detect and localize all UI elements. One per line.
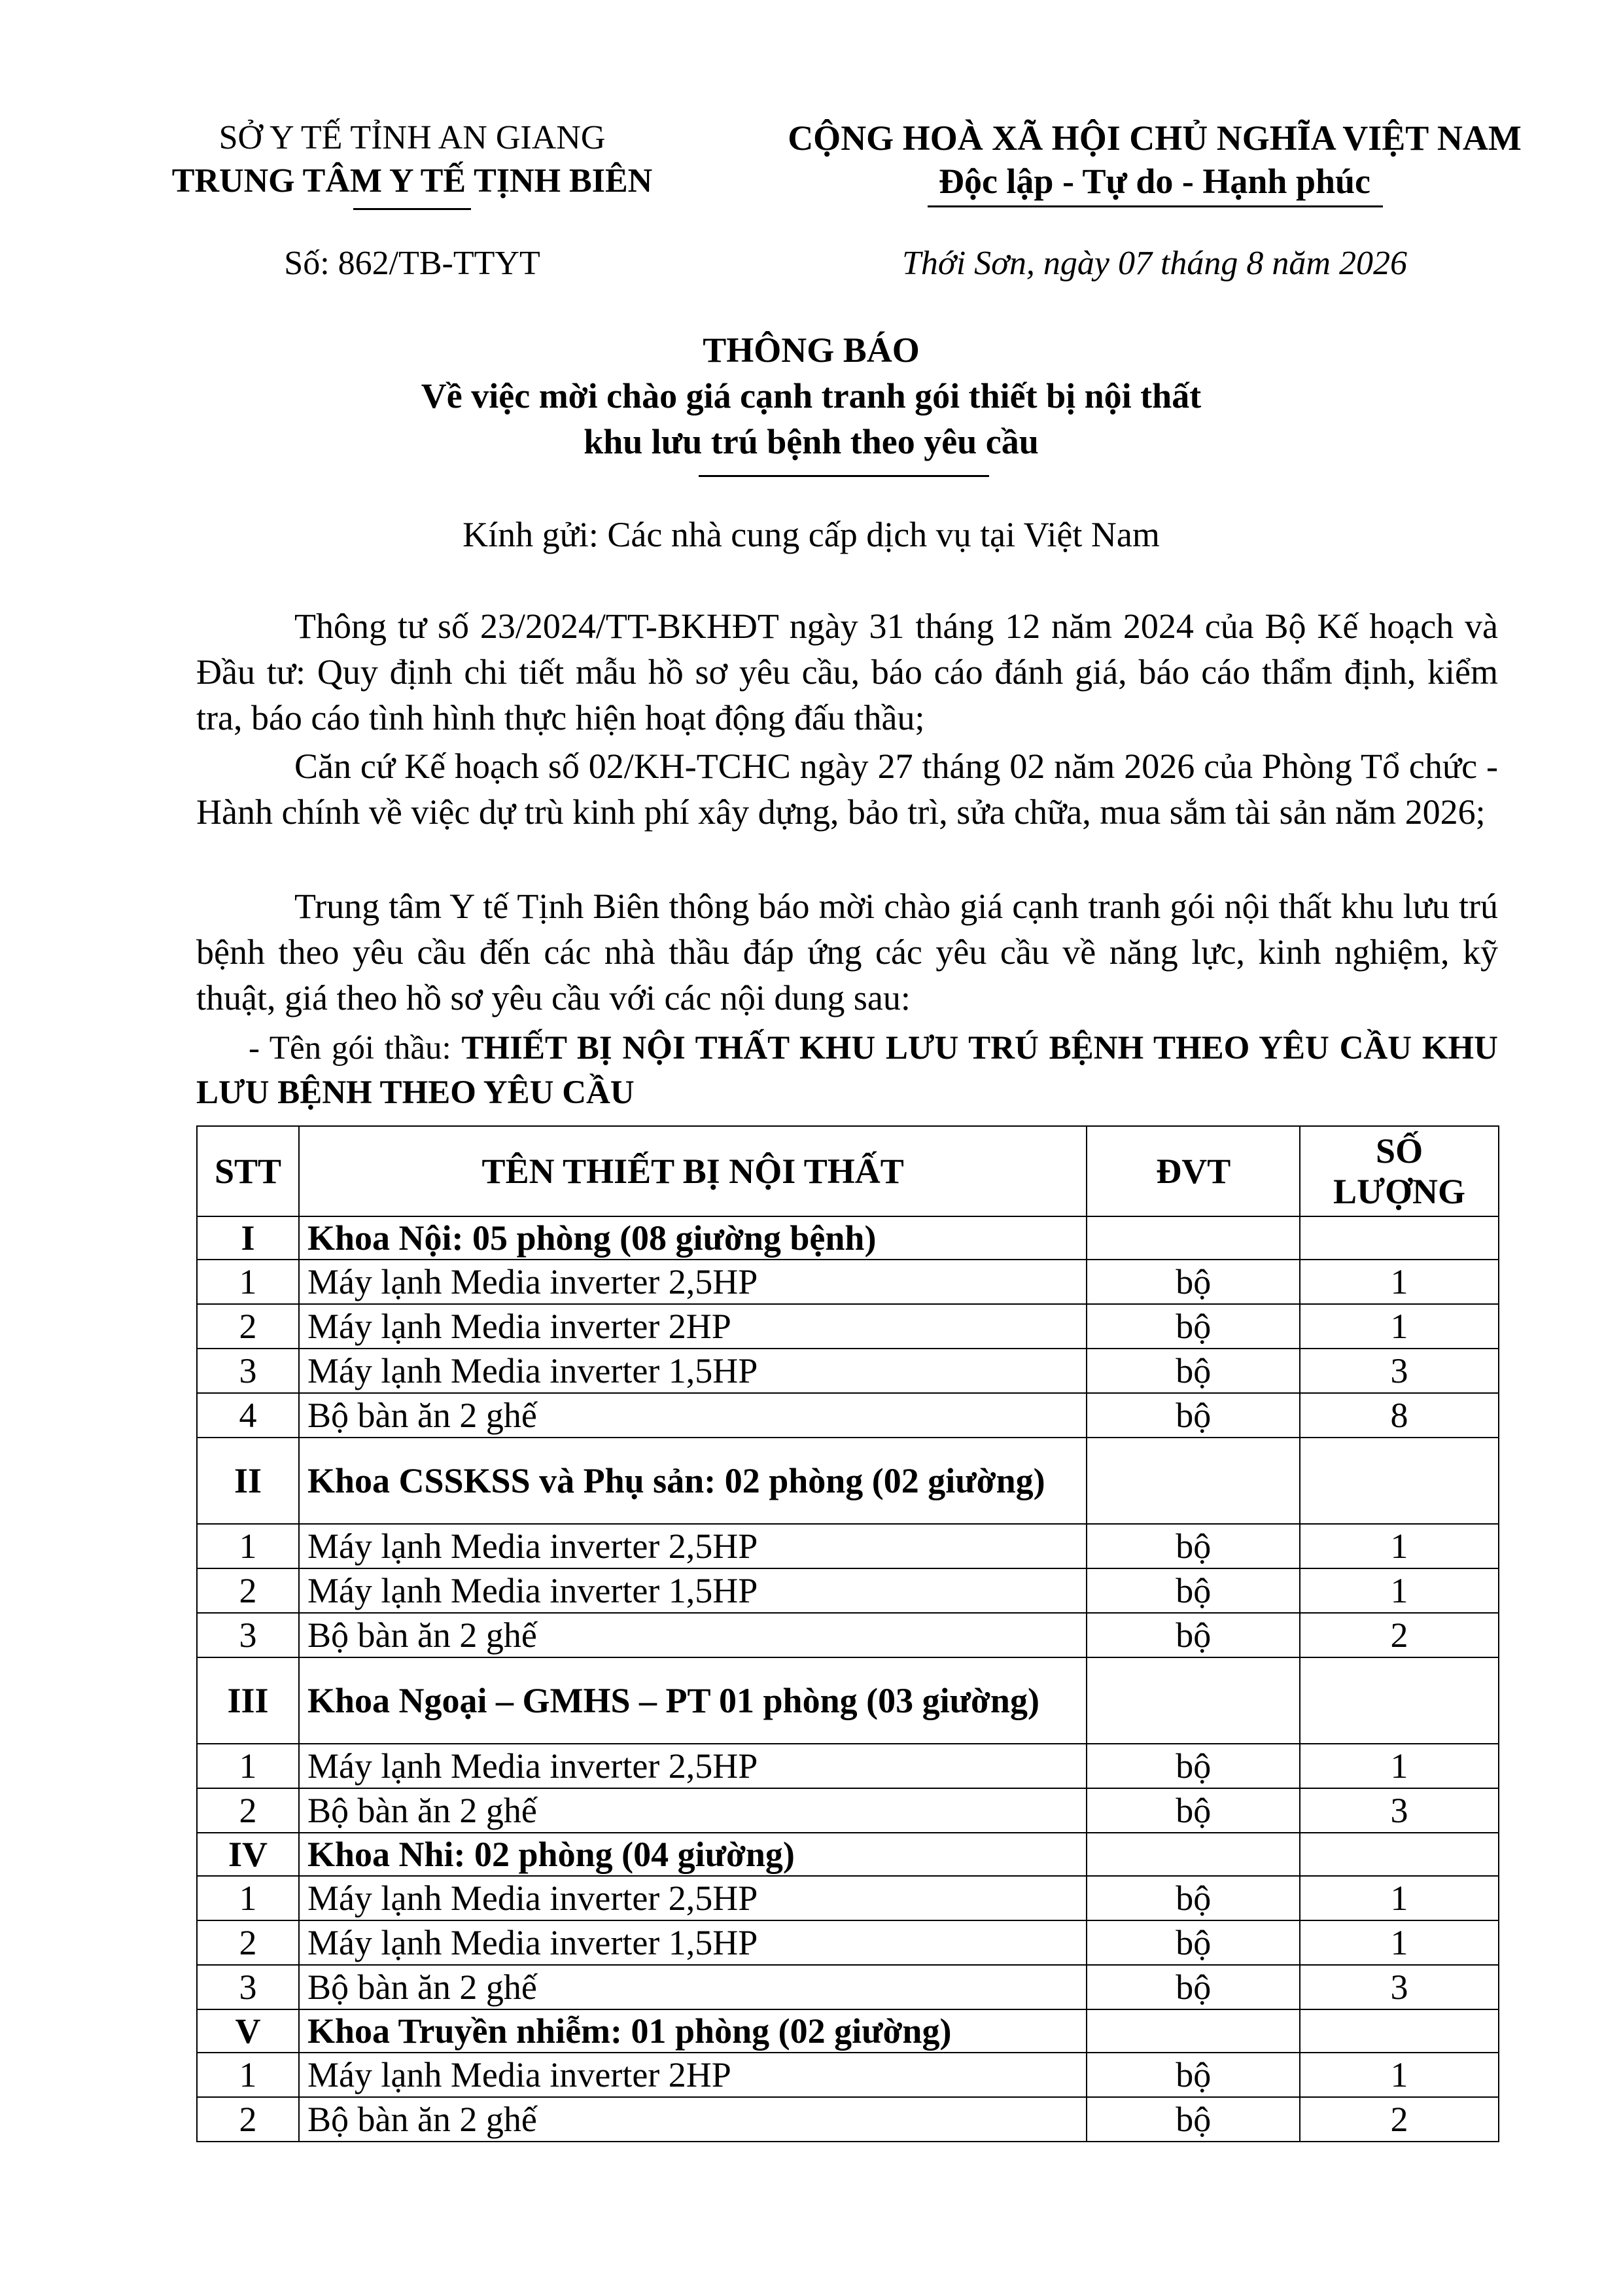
row-qty: 1 (1300, 1304, 1499, 1349)
row-qty: 1 (1300, 1524, 1499, 1568)
motto-underline (928, 205, 1383, 207)
row-name: Bộ bàn ăn 2 ghế (299, 1393, 1087, 1438)
table-row (197, 1568, 1499, 1613)
header-stt: STT (197, 1126, 299, 1216)
section-unit-empty (1087, 1657, 1300, 1744)
header-unit: ĐVT (1087, 1126, 1300, 1216)
section-stt: II (197, 1438, 299, 1524)
row-stt: 1 (197, 1876, 299, 1920)
row-unit: bộ (1087, 1965, 1300, 2009)
row-name: Máy lạnh Media inverter 2,5HP (299, 1876, 1087, 1920)
table-row (197, 1304, 1499, 1349)
row-qty: 1 (1300, 1744, 1499, 1788)
row-unit: bộ (1087, 1568, 1300, 1613)
national-title: CỘNG HOÀ XÃ HỘI CHỦ NGHĨA VIỆT NAM (788, 118, 1522, 158)
row-qty: 2 (1300, 1613, 1499, 1657)
row-qty: 1 (1300, 1920, 1499, 1965)
row-stt: 4 (197, 1393, 299, 1438)
row-qty: 1 (1300, 2053, 1499, 2097)
package-label: - Tên gói thầu: (249, 1030, 462, 1067)
row-qty: 3 (1300, 1788, 1499, 1833)
section-unit-empty (1087, 2009, 1300, 2053)
table-row (197, 1393, 1499, 1438)
row-unit: bộ (1087, 1744, 1300, 1788)
national-header (752, 116, 1557, 203)
row-stt: 2 (197, 1920, 299, 1965)
title-line-2: Về việc mời chào giá cạnh tranh gói thiết bị nội thất (421, 376, 1202, 415)
header-quantity: SỐ LƯỢNG (1300, 1126, 1499, 1216)
table-row (197, 1920, 1499, 1965)
recipient-line: Kính gửi: Các nhà cung cấp dịch vụ tại Việt Nam (462, 515, 1160, 554)
row-stt: 3 (197, 1349, 299, 1393)
row-unit: bộ (1087, 1349, 1300, 1393)
row-name: Bộ bàn ăn 2 ghế (299, 1613, 1087, 1657)
row-stt: 3 (197, 1965, 299, 2009)
row-unit: bộ (1087, 1304, 1300, 1349)
row-name: Bộ bàn ăn 2 ghế (299, 1788, 1087, 1833)
row-name: Bộ bàn ăn 2 ghế (299, 2097, 1087, 2142)
parent-agency: SỞ Y TẾ TỈNH AN GIANG (218, 119, 606, 156)
package-name-paragraph (196, 1026, 1498, 1115)
section-unit-empty (1087, 1216, 1300, 1260)
row-qty: 2 (1300, 2097, 1499, 2142)
section-qty-empty (1300, 1216, 1499, 1260)
table-row (197, 1260, 1499, 1304)
table-header-row (197, 1126, 1499, 1216)
section-name: Khoa Nội: 05 phòng (08 giường bệnh) (299, 1216, 1087, 1260)
row-qty: 3 (1300, 1965, 1499, 2009)
row-stt: 1 (197, 2053, 299, 2097)
header-equipment-name: TÊN THIẾT BỊ NỘI THẤT (299, 1126, 1087, 1216)
row-qty: 1 (1300, 1568, 1499, 1613)
row-stt: 2 (197, 1304, 299, 1349)
row-unit: bộ (1087, 2097, 1300, 2142)
section-name: Khoa Ngoại – GMHS – PT 01 phòng (03 giường) (299, 1657, 1087, 1744)
row-unit: bộ (1087, 1788, 1300, 1833)
row-name: Máy lạnh Media inverter 2,5HP (299, 1744, 1087, 1788)
section-row (197, 1216, 1499, 1260)
row-unit: bộ (1087, 1260, 1300, 1304)
section-row (197, 1657, 1499, 1744)
table-row (197, 2053, 1499, 2097)
row-unit: bộ (1087, 1920, 1300, 1965)
section-stt: I (197, 1216, 299, 1260)
section-stt: V (197, 2009, 299, 2053)
row-unit: bộ (1087, 2053, 1300, 2097)
row-name: Máy lạnh Media inverter 1,5HP (299, 1568, 1087, 1613)
row-stt: 2 (197, 1788, 299, 1833)
agency-header (157, 116, 667, 203)
row-name: Máy lạnh Media inverter 2HP (299, 1304, 1087, 1349)
section-stt: IV (197, 1833, 299, 1876)
row-name: Máy lạnh Media inverter 1,5HP (299, 1920, 1087, 1965)
section-name: Khoa CSSKSS và Phụ sản: 02 phòng (02 giường) (299, 1438, 1087, 1524)
package-name: THIẾT BỊ NỘI THẤT KHU LƯU TRÚ BỆNH THEO YÊU CẦU KHU LƯU BỆNH THEO YÊU CẦU (196, 1030, 1499, 1111)
section-unit-empty (1087, 1438, 1300, 1524)
table-row (197, 1876, 1499, 1920)
row-qty: 1 (1300, 1260, 1499, 1304)
row-name: Máy lạnh Media inverter 1,5HP (299, 1349, 1087, 1393)
row-stt: 2 (197, 1568, 299, 1613)
table-row (197, 1524, 1499, 1568)
row-unit: bộ (1087, 1876, 1300, 1920)
table-row (197, 1613, 1499, 1657)
section-row (197, 1833, 1499, 1876)
row-stt: 1 (197, 1260, 299, 1304)
section-qty-empty (1300, 2009, 1499, 2053)
row-stt: 1 (197, 1524, 299, 1568)
section-name: Khoa Truyền nhiễm: 01 phòng (02 giường) (299, 2009, 1087, 2053)
row-name: Máy lạnh Media inverter 2,5HP (299, 1524, 1087, 1568)
paragraph-legal-basis: Thông tư số 23/2024/TT-BKHĐT ngày 31 tháng 12 năm 2024 của Bộ Kế hoạch và Đầu tư: Quy định chi tiết mẫu hồ sơ yêu cầu, báo cáo đánh giá, báo cáo thẩm định, kiểm tra, báo cáo tình hình thực hiện hoạt động đấu thầu; (196, 607, 1498, 737)
section-row (197, 1438, 1499, 1524)
row-name: Bộ bàn ăn 2 ghế (299, 1965, 1087, 2009)
row-name: Máy lạnh Media inverter 2,5HP (299, 1260, 1087, 1304)
row-stt: 1 (197, 1744, 299, 1788)
title-underline (699, 475, 989, 477)
section-name: Khoa Nhi: 02 phòng (04 giường) (299, 1833, 1087, 1876)
issuing-agency: TRUNG TÂM Y TẾ TỊNH BIÊN (171, 162, 653, 200)
row-stt: 3 (197, 1613, 299, 1657)
table-row (197, 1788, 1499, 1833)
title-line-3: khu lưu trú bệnh theo yêu cầu (584, 422, 1039, 461)
section-qty-empty (1300, 1438, 1499, 1524)
paragraph-plan-basis: Căn cứ Kế hoạch số 02/KH-TCHC ngày 27 tháng 02 năm 2026 của Phòng Tổ chức - Hành chính về việc dự trù kinh phí xây dựng, bảo trì, sửa chữa, mua sắm tài sản năm 2026; (196, 747, 1498, 832)
row-unit: bộ (1087, 1524, 1300, 1568)
table-row (197, 1744, 1499, 1788)
equipment-table (196, 1125, 1499, 2142)
section-stt: III (197, 1657, 299, 1744)
row-name: Máy lạnh Media inverter 2HP (299, 2053, 1087, 2097)
row-unit: bộ (1087, 1393, 1300, 1438)
row-qty: 8 (1300, 1393, 1499, 1438)
table-row (197, 1965, 1499, 2009)
row-unit: bộ (1087, 1613, 1300, 1657)
document-date: Thới Sơn, ngày 07 tháng 8 năm 2026 (902, 245, 1407, 282)
row-qty: 1 (1300, 1876, 1499, 1920)
document-title (131, 327, 1492, 465)
section-qty-empty (1300, 1657, 1499, 1744)
section-row (197, 2009, 1499, 2053)
row-qty: 3 (1300, 1349, 1499, 1393)
agency-underline (353, 208, 471, 210)
section-qty-empty (1300, 1833, 1499, 1876)
paragraph-announcement: Trung tâm Y tế Tịnh Biên thông báo mời chào giá cạnh tranh gói nội thất khu lưu trú bệnh theo yêu cầu đến các nhà thầu đáp ứng các yêu cầu về năng lực, kinh nghiệm, kỹ thuật, giá theo hồ sơ yêu cầu với các nội dung sau: (196, 887, 1498, 1017)
table-row (197, 2097, 1499, 2142)
document-number: Số: 862/TB-TTYT (284, 245, 540, 282)
row-stt: 2 (197, 2097, 299, 2142)
title-line-1: THÔNG BÁO (703, 330, 920, 370)
section-unit-empty (1087, 1833, 1300, 1876)
table-row (197, 1349, 1499, 1393)
national-motto: Độc lập - Tự do - Hạnh phúc (938, 162, 1371, 201)
